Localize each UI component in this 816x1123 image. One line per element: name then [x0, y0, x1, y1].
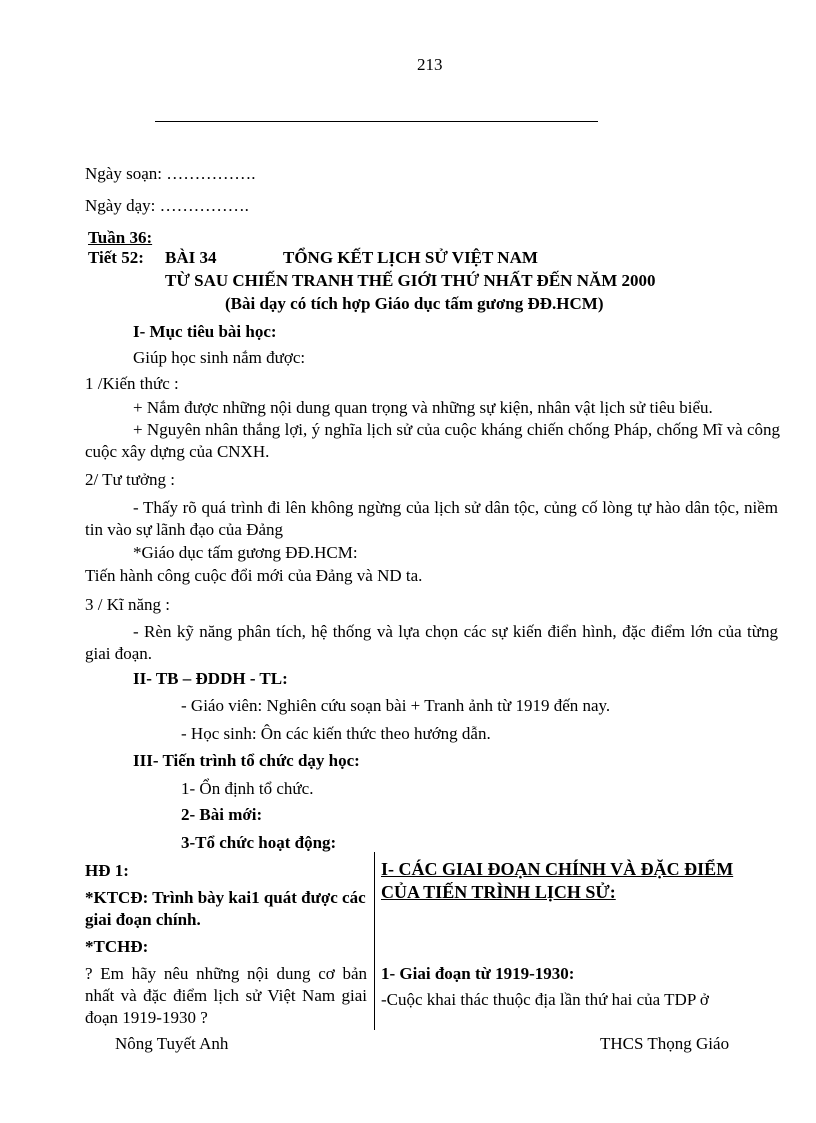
- skill-heading: 3 / Kĩ năng :: [85, 595, 170, 614]
- knowledge-item-1: + Nắm được những nội dung quan trọng và những sự kiện, nhân vật lịch sử tiêu biểu.: [133, 398, 713, 417]
- lesson-label: Tiết 52:: [88, 248, 144, 267]
- week-label: Tuần 36:: [88, 228, 153, 247]
- lesson-title-line1: TỔNG KẾT LỊCH SỬ VIỆT NAM: [283, 248, 538, 267]
- activity-question: ? Em hãy nêu những nội dung cơ bản nhất và đặc điểm lịch sử Việt Nam giai đoạn 1919-1930 ?: [85, 964, 367, 1028]
- teach-date: Ngày dạy: …………….: [85, 196, 249, 215]
- knowledge-heading: 1 /Kiến thức :: [85, 374, 179, 393]
- section3-heading: III- Tiến trình tổ chức dạy học:: [133, 751, 360, 770]
- lesson-title-line2: TỪ SAU CHIẾN TRANH THẾ GIỚI THỨ NHẤT ĐẾN NĂM 2000: [165, 271, 656, 290]
- step-1: 1- Ổn định tổ chức.: [181, 779, 314, 798]
- step-3: 3-Tổ chức hoạt động:: [181, 833, 337, 852]
- column-divider: [374, 852, 375, 1030]
- step-2: 2- Bài mới:: [181, 805, 263, 824]
- section1-intro: Giúp học sinh nắm được:: [133, 348, 306, 367]
- teacher-prep: - Giáo viên: Nghiên cứu soạn bài + Tranh ảnh từ 1919 đến nay.: [181, 696, 611, 715]
- student-prep: - Học sinh: Ôn các kiến thức theo hướng dẫn.: [181, 724, 491, 743]
- period-text: -Cuộc khai thác thuộc địa lần thứ hai của TDP ở: [381, 990, 709, 1009]
- knowledge-item-2: + Nguyên nhân thắng lợi, ý nghĩa lịch sử của cuộc kháng chiến chống Pháp, chống Mĩ và công cuộc xây dựng của CNXH.: [85, 420, 780, 462]
- renewal-text: Tiến hành công cuộc đổi mới của Đảng và ND ta.: [85, 566, 423, 585]
- footer-school: THCS Thọng Giáo: [600, 1034, 730, 1053]
- activity-label: HĐ 1:: [85, 861, 129, 880]
- skill-item-1: - Rèn kỹ năng phân tích, hệ thống và lựa chọn các sự kiến điển hình, đặc điểm lớn của từng giai đoạn.: [85, 622, 778, 664]
- footer-author: Nông Tuyết Anh: [115, 1034, 229, 1053]
- prep-date: Ngày soạn: …………….: [85, 164, 256, 183]
- activity-objective: *KTCĐ: Trình bày kai1 quát được các giai đoạn chính.: [85, 888, 366, 930]
- thought-heading: 2/ Tư tưởng :: [85, 470, 175, 489]
- activity-organize: *TCHĐ:: [85, 937, 149, 956]
- section1-heading: I- Mục tiêu bài học:: [133, 322, 277, 341]
- lesson-number: BÀI 34: [165, 248, 217, 267]
- period-heading: 1- Giai đoạn từ 1919-1930:: [381, 964, 575, 983]
- header-rule: [155, 121, 598, 122]
- section2-heading: II- TB – ĐDDH - TL:: [133, 669, 288, 688]
- hcm-education: *Giáo dục tấm gương ĐĐ.HCM:: [133, 543, 358, 562]
- thought-item-1: - Thấy rõ quá trình đi lên không ngừng của lịch sử dân tộc, củng cố lòng tự hào dân tộc, niềm tin vào sự lãnh đạo của Đảng: [85, 498, 778, 540]
- lesson-title-line3: (Bài dạy có tích hợp Giáo dục tấm gương ĐĐ.HCM): [225, 294, 604, 313]
- page-number: 213: [417, 55, 443, 74]
- stages-heading: I- CÁC GIAI ĐOẠN CHÍNH VÀ ĐẶC ĐIỂM CỦA TIẾN TRÌNH LỊCH SỬ:: [381, 859, 734, 903]
